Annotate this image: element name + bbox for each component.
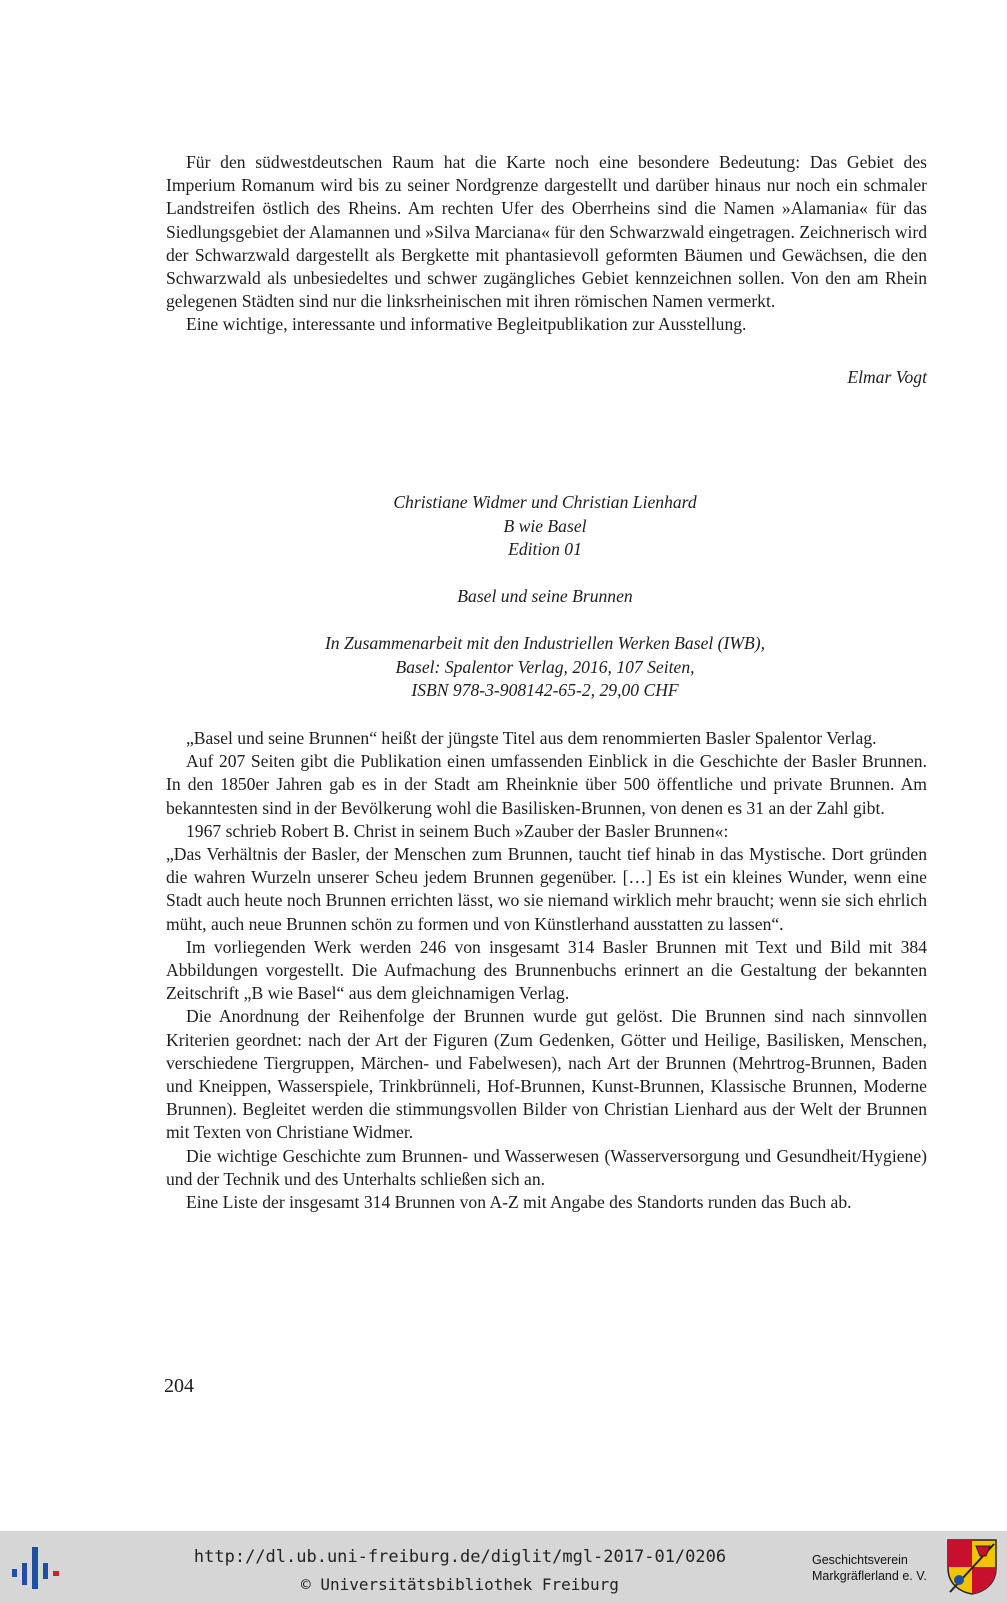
review-text-2 [166, 727, 927, 1214]
paragraph: Eine Liste der insgesamt 314 Brunnen von A-Z mit Angabe des Standorts runden das Buch ab. [186, 1192, 852, 1213]
quotation-paragraph: „Das Verhältnis der Basler, der Menschen zum Brunnen, taucht tief hinab in das Mystische. Dort gründen die wahren Wurzeln unserer Scheu jedem Brunnen gegenüber. […] Es ist ein kleines Wunder, wenn eine Stadt auch heute noch Brunnen errichten lässt, wo sie niemand wirklich mehr braucht; wenn sie sich ehrlich müht, auch neue Brunnen schön zu formen und von Künstlerhand ausstatten zu lassen“. [166, 844, 927, 934]
paragraph: Auf 207 Seiten gibt die Publikation einen umfassenden Einblick in die Geschichte der Basler Brunnen. In den 1850er Jahren gab es in der Stadt am Rheinknie über 500 öffentliche und private Brunnen. Am bekanntesten sind in der Bevölkerung wohl die Basilisken-Brunnen, von denen es 31 an der Zahl gibt. [166, 751, 927, 818]
review-author-signature: Elmar Vogt [847, 367, 927, 387]
paragraph: Die wichtige Geschichte zum Brunnen- und Wasserwesen (Wasserversorgung und Gesundheit/Hygiene) und der Technik und des Unterhalts schließen sich an. [166, 1145, 927, 1189]
paragraph: Im vorliegenden Werk werden 246 von insgesamt 314 Basler Brunnen mit Text und Bild mit 384 Abbildungen vorgestellt. Die Aufmachung des Brunnenbuchs erinnert an die Gestaltung der bekannten Zeitschrift „B wie Basel“ aus dem gleichnamigen Verlag. [166, 936, 927, 1004]
permalink-url[interactable]: http://dl.ub.uni-freiburg.de/diglit/mgl-2017-01/0206 [193, 1547, 727, 1567]
review-text-1 [166, 151, 927, 337]
society-name-line: Geschichtsverein [812, 1553, 908, 1567]
book-edition: Edition 01 [508, 539, 582, 559]
coat-of-arms-icon [946, 1538, 998, 1596]
digital-library-logo-icon[interactable] [10, 1545, 66, 1591]
paragraph: „Basel und seine Brunnen“ heißt der jüngste Titel aus dem renommierten Basler Spalentor Verlag. [186, 728, 877, 748]
paragraph: Die Anordnung der Reihenfolge der Brunnen wurde gut gelöst. Die Brunnen sind nach sinnvollen Kriterien geordnet: nach der Art der Figuren (Zum Gedenken, Götter und Heilige, Basilisken, Menschen, verschiedene Tiergruppen, Märchen- und Fabelwesen), nach Art der Brunnen (Mehrtrog-Brunnen, Baden und Kneippen, Wasserspiele, Trinkbrünneli, Hof-Brunnen, Kunst-Brunnen, Klassische Brunnen, Moderne Brunnen). Begleitet werden die stimmungsvollen Bilder von Christian Lienhard aus der Welt der Brunnen mit Texten von Christiane Widmer. [166, 1006, 927, 1143]
footer-bar [0, 1531, 1007, 1603]
book-authors: Christiane Widmer und Christian Lienhard [393, 492, 697, 512]
copyright-notice: © Universitätsbibliothek Freiburg [301, 1575, 619, 1594]
page-number: 204 [164, 1375, 194, 1397]
book-header [150, 491, 940, 703]
book-publication-line: Basel: Spalentor Verlag, 2016, 107 Seiten, [395, 656, 695, 677]
paragraph: Für den südwestdeutschen Raum hat die Karte noch eine besondere Bedeutung: Das Gebiet des Imperium Romanum wird bis zu seiner Nordgrenze dargestellt und darüber hinaus nur noch ein schmaler Landstreifen östlich des Rheins. Am rechten Ufer des Oberrheins sind die Namen »Alamania« für das Siedlungsgebiet der Alamannen und »Silva Marciana« für den Schwarzwald eingetragen. Zeichnerisch wird der Schwarzwald dargestellt als Bergkette mit phantasievoll geformten Bäumen und Gewächsen, die den Schwarzwald als unbesiedeltes und schwer zugängliches Gebiet kennzeichnen sollen. Von den am Rhein gelegenen Städten sind nur die linksrheinischen mit ihren römischen Namen vermerkt. [166, 152, 927, 312]
book-publication-line: ISBN 978-3-908142-65-2, 29,00 CHF [411, 680, 679, 700]
book-title: Basel und seine Brunnen [457, 586, 633, 606]
society-name-line: Markgräflerland e. V. [812, 1569, 927, 1583]
paragraph: Eine wichtige, interessante und informative Begleitpublikation zur Ausstellung. [186, 314, 747, 335]
book-series: B wie Basel [503, 515, 587, 536]
book-publication-line: In Zusammenarbeit mit den Industriellen Werken Basel (IWB), [324, 633, 766, 653]
society-name [812, 1552, 942, 1584]
paragraph: 1967 schrieb Robert B. Christ in seinem Buch »Zauber der Basler Brunnen«: [186, 820, 729, 841]
